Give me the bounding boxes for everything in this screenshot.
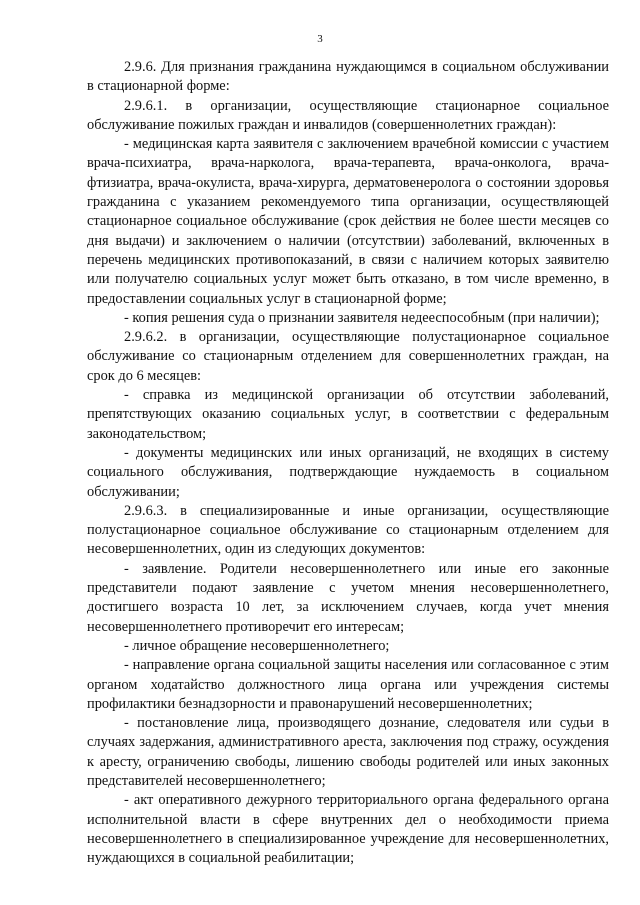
list-item-referral: - направление органа социальной защиты населения или согласованное с этим органом ходатайство должностного лица органа или учреждения системы профилактики безнадзорности и правонарушений несовершеннолетних; — [87, 657, 609, 712]
list-item-duty-officer-act: - акт оперативного дежурного территориального органа федерального органа исполнительной власти в сфере внутренних дел о необходимости приема несовершеннолетнего в специализированное учреждение для несовершеннолетних, нуждающихся в социальной реабилитации; — [87, 792, 609, 867]
paragraph-2-9-6-3: 2.9.6.3. в специализированные и иные организации, осуществляющие полустационарное социальное обслуживание со стационарным отделением для несовершеннолетних, один из следующих документов: — [87, 502, 609, 558]
list-item-court-decision: - копия решения суда о признании заявителя недееспособным (при наличии); — [124, 309, 600, 326]
list-item-application: - заявление. Родители несовершеннолетнего или иные его законные представители подают заявление с учетом мнения несовершеннолетнего, достигшего возраста 10 лет, за исключением случаев, когда учет мнения несовершеннолетнего противоречит его интересам; — [87, 560, 609, 635]
document-body — [87, 58, 609, 868]
list-item-personal-appeal: - личное обращение несовершеннолетнего; — [124, 637, 390, 654]
list-item-medical-certificate: - справка из медицинской организации об отсутствии заболеваний, препятствующих оказанию социальных услуг, в соответствии с федеральным законодательством; — [87, 387, 609, 442]
list-item-medical-documents: - документы медицинских или иных организаций, не входящих в систему социального обслуживания, подтверждающие нуждаемость в социальном обслуживании; — [87, 444, 609, 500]
paragraph-2-9-6-1: 2.9.6.1. в организации, осуществляющие стационарное социальное обслуживание пожилых граждан и инвалидов (совершеннолетних граждан): — [87, 97, 609, 133]
list-item-medical-card: - медицинская карта заявителя с заключением врачебной комиссии с участием врача-психиатра, врача-нарколога, врача-терапевта, врача-онколога, врача-фтизиатра, врача-окулиста, врача-хирурга, дерматовенеролога о состоянии здоровья гражданина с указанием рекомендуемого типа организации, осуществляющей стационарное социальное обслуживание (срок действия не более шести месяцев со дня выдачи) и заключением о наличии (отсутствии) заболеваний, включенных в перечень медицинских противопоказаний, в связи с наличием которых заявителю или получателю социальных услуг может быть отказано, в том числе временно, в предоставлении социальных услуг в стационарной форме; — [87, 136, 609, 307]
list-item-resolution: - постановление лица, производящего дознание, следователя или судьи в случаях задержания, административного ареста, заключения под стражу, осуждения к аресту, ограничению свободы, лишению свободы родителей или иных законных представителей несовершеннолетнего; — [87, 715, 609, 789]
paragraph-2-9-6: 2.9.6. Для признания гражданина нуждающимся в социальном обслуживании в стационарной форме: — [87, 59, 609, 95]
paragraph-2-9-6-2: 2.9.6.2. в организации, осуществляющие полустационарное социальное обслуживание со стационарным отделением для совершеннолетних граждан, на срок до 6 месяцев: — [87, 329, 609, 384]
page-number: 3 — [317, 33, 323, 45]
